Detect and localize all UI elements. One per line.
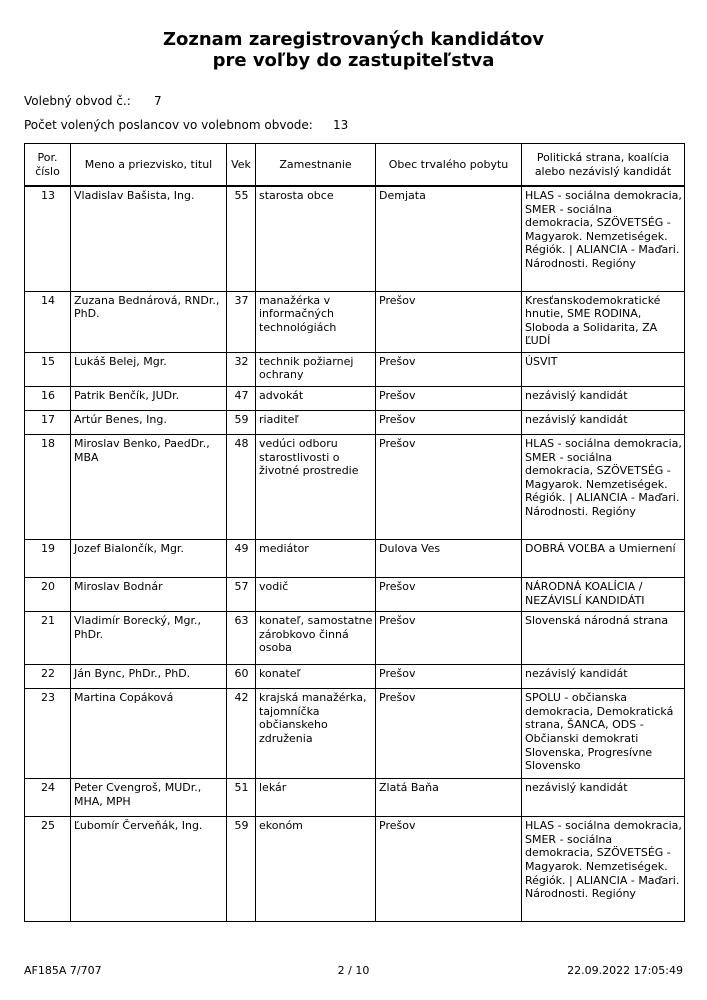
cell-occupation: manažérka v informačných technológiách xyxy=(256,291,376,352)
cell-party: DOBRÁ VOĽBA a Umiernení xyxy=(522,540,685,578)
cell-age: 60 xyxy=(227,665,256,689)
col-header-residence: Obec trvalého pobytu xyxy=(376,144,522,187)
cell-residence: Prešov xyxy=(376,689,522,779)
cell-number: 17 xyxy=(25,411,71,435)
col-header-number: Por. číslo xyxy=(25,144,71,187)
table-row xyxy=(25,817,685,922)
cell-name: Ľubomír Červeňák, Ing. xyxy=(71,817,227,922)
cell-age: 32 xyxy=(227,352,256,386)
table-row xyxy=(25,779,685,817)
district-info xyxy=(24,94,162,108)
cell-age: 51 xyxy=(227,779,256,817)
cell-occupation: starosta obce xyxy=(256,186,376,291)
cell-residence: Demjata xyxy=(376,186,522,291)
cell-age: 57 xyxy=(227,578,256,612)
table-row xyxy=(25,186,685,291)
cell-age: 55 xyxy=(227,186,256,291)
table-row xyxy=(25,387,685,411)
table-row xyxy=(25,665,685,689)
seats-value: 13 xyxy=(333,118,349,132)
table-row xyxy=(25,578,685,612)
seats-info xyxy=(24,118,349,132)
cell-number: 14 xyxy=(25,291,71,352)
cell-name: Jozef Bialončík, Mgr. xyxy=(71,540,227,578)
table-header-row xyxy=(25,144,685,187)
cell-number: 15 xyxy=(25,352,71,386)
page-number: 2 / 10 xyxy=(337,964,370,977)
table-row xyxy=(25,411,685,435)
cell-age: 59 xyxy=(227,817,256,922)
col-header-age: Vek xyxy=(227,144,256,187)
cell-party: nezávislý kandidát xyxy=(522,387,685,411)
cell-number: 25 xyxy=(25,817,71,922)
table-row xyxy=(25,612,685,665)
cell-number: 20 xyxy=(25,578,71,612)
cell-residence: Zlatá Baňa xyxy=(376,779,522,817)
col-header-occupation: Zamestnanie xyxy=(256,144,376,187)
cell-age: 48 xyxy=(227,435,256,540)
cell-name: Ján Bync, PhDr., PhD. xyxy=(71,665,227,689)
cell-number: 16 xyxy=(25,387,71,411)
cell-age: 63 xyxy=(227,612,256,665)
table-row xyxy=(25,689,685,779)
cell-occupation: ekonóm xyxy=(256,817,376,922)
cell-residence: Prešov xyxy=(376,352,522,386)
title-line-1: Zoznam zaregistrovaných kandidátov xyxy=(162,29,545,50)
cell-party: nezávislý kandidát xyxy=(522,779,685,817)
cell-occupation: lekár xyxy=(256,779,376,817)
print-timestamp: 22.09.2022 17:05:49 xyxy=(567,964,683,977)
cell-residence: Dulova Ves xyxy=(376,540,522,578)
cell-residence: Prešov xyxy=(376,665,522,689)
cell-age: 47 xyxy=(227,387,256,411)
cell-name: Patrik Benčík, JUDr. xyxy=(71,387,227,411)
cell-occupation: krajská manažérka, tajomníčka občianskeho združenia xyxy=(256,689,376,779)
cell-occupation: riaditeľ xyxy=(256,411,376,435)
cell-occupation: konateľ xyxy=(256,665,376,689)
cell-residence: Prešov xyxy=(376,411,522,435)
cell-party: HLAS - sociálna demokracia, SMER - sociálna demokracia, SZÖVETSÉG - Magyarok. Nemzetiségek. Régiók. | ALIANCIA - Maďari. Národnosti. Regióny xyxy=(522,817,685,922)
district-label: Volebný obvod č.: xyxy=(24,94,131,108)
district-value: 7 xyxy=(154,94,162,108)
cell-name: Miroslav Benko, PaedDr., MBA xyxy=(71,435,227,540)
cell-number: 24 xyxy=(25,779,71,817)
table-row xyxy=(25,352,685,386)
cell-residence: Prešov xyxy=(376,817,522,922)
cell-number: 18 xyxy=(25,435,71,540)
cell-name: Vladimír Borecký, Mgr., PhDr. xyxy=(71,612,227,665)
cell-name: Martina Copáková xyxy=(71,689,227,779)
cell-number: 22 xyxy=(25,665,71,689)
page-title xyxy=(0,29,707,71)
cell-name: Peter Cvengroš, MUDr., MHA, MPH xyxy=(71,779,227,817)
cell-name: Lukáš Belej, Mgr. xyxy=(71,352,227,386)
cell-number: 13 xyxy=(25,186,71,291)
cell-number: 21 xyxy=(25,612,71,665)
cell-occupation: advokát xyxy=(256,387,376,411)
cell-party: HLAS - sociálna demokracia, SMER - sociálna demokracia, SZÖVETSÉG - Magyarok. Nemzetiségek. Régiók. | ALIANCIA - Maďari. Národnosti. Regióny xyxy=(522,186,685,291)
col-header-name: Meno a priezvisko, titul xyxy=(71,144,227,187)
cell-number: 23 xyxy=(25,689,71,779)
cell-occupation: vodič xyxy=(256,578,376,612)
cell-number: 19 xyxy=(25,540,71,578)
cell-residence: Prešov xyxy=(376,387,522,411)
cell-age: 59 xyxy=(227,411,256,435)
cell-name: Artúr Benes, Ing. xyxy=(71,411,227,435)
cell-party: nezávislý kandidát xyxy=(522,665,685,689)
cell-age: 49 xyxy=(227,540,256,578)
cell-residence: Prešov xyxy=(376,435,522,540)
seats-label: Počet volených poslancov vo volebnom obvode: xyxy=(24,118,313,132)
form-code: AF185A 7/707 xyxy=(24,964,102,977)
title-line-2: pre voľby do zastupiteľstva xyxy=(212,50,495,71)
cell-party: SPOLU - občianska demokracia, Demokratická strana, ŠANCA, ODS - Občianski demokrati Slovenska, Progresívne Slovensko xyxy=(522,689,685,779)
cell-party: ÚSVIT xyxy=(522,352,685,386)
cell-name: Miroslav Bodnár xyxy=(71,578,227,612)
cell-party: HLAS - sociálna demokracia, SMER - sociálna demokracia, SZÖVETSÉG - Magyarok. Nemzetiségek. Régiók. | ALIANCIA - Maďari. Národnosti. Regióny xyxy=(522,435,685,540)
cell-occupation: technik požiarnej ochrany xyxy=(256,352,376,386)
table-row xyxy=(25,291,685,352)
cell-name: Zuzana Bednárová, RNDr., PhD. xyxy=(71,291,227,352)
cell-party: Kresťanskodemokratické hnutie, SME RODINA, Sloboda a Solidarita, ZA ĽUDÍ xyxy=(522,291,685,352)
candidates-table xyxy=(24,143,685,922)
cell-age: 42 xyxy=(227,689,256,779)
cell-residence: Prešov xyxy=(376,291,522,352)
cell-occupation: mediátor xyxy=(256,540,376,578)
cell-residence: Prešov xyxy=(376,578,522,612)
cell-party: NÁRODNÁ KOALÍCIA / NEZÁVISLÍ KANDIDÁTI xyxy=(522,578,685,612)
col-header-party: Politická strana, koalícia alebo nezávislý kandidát xyxy=(522,144,685,187)
cell-age: 37 xyxy=(227,291,256,352)
table-row xyxy=(25,435,685,540)
cell-party: nezávislý kandidát xyxy=(522,411,685,435)
cell-occupation: vedúci odboru starostlivosti o životné prostredie xyxy=(256,435,376,540)
cell-occupation: konateľ, samostatne zárobkovo činná osoba xyxy=(256,612,376,665)
table-row xyxy=(25,540,685,578)
cell-residence: Prešov xyxy=(376,612,522,665)
cell-party: Slovenská národná strana xyxy=(522,612,685,665)
cell-name: Vladislav Bašista, Ing. xyxy=(71,186,227,291)
